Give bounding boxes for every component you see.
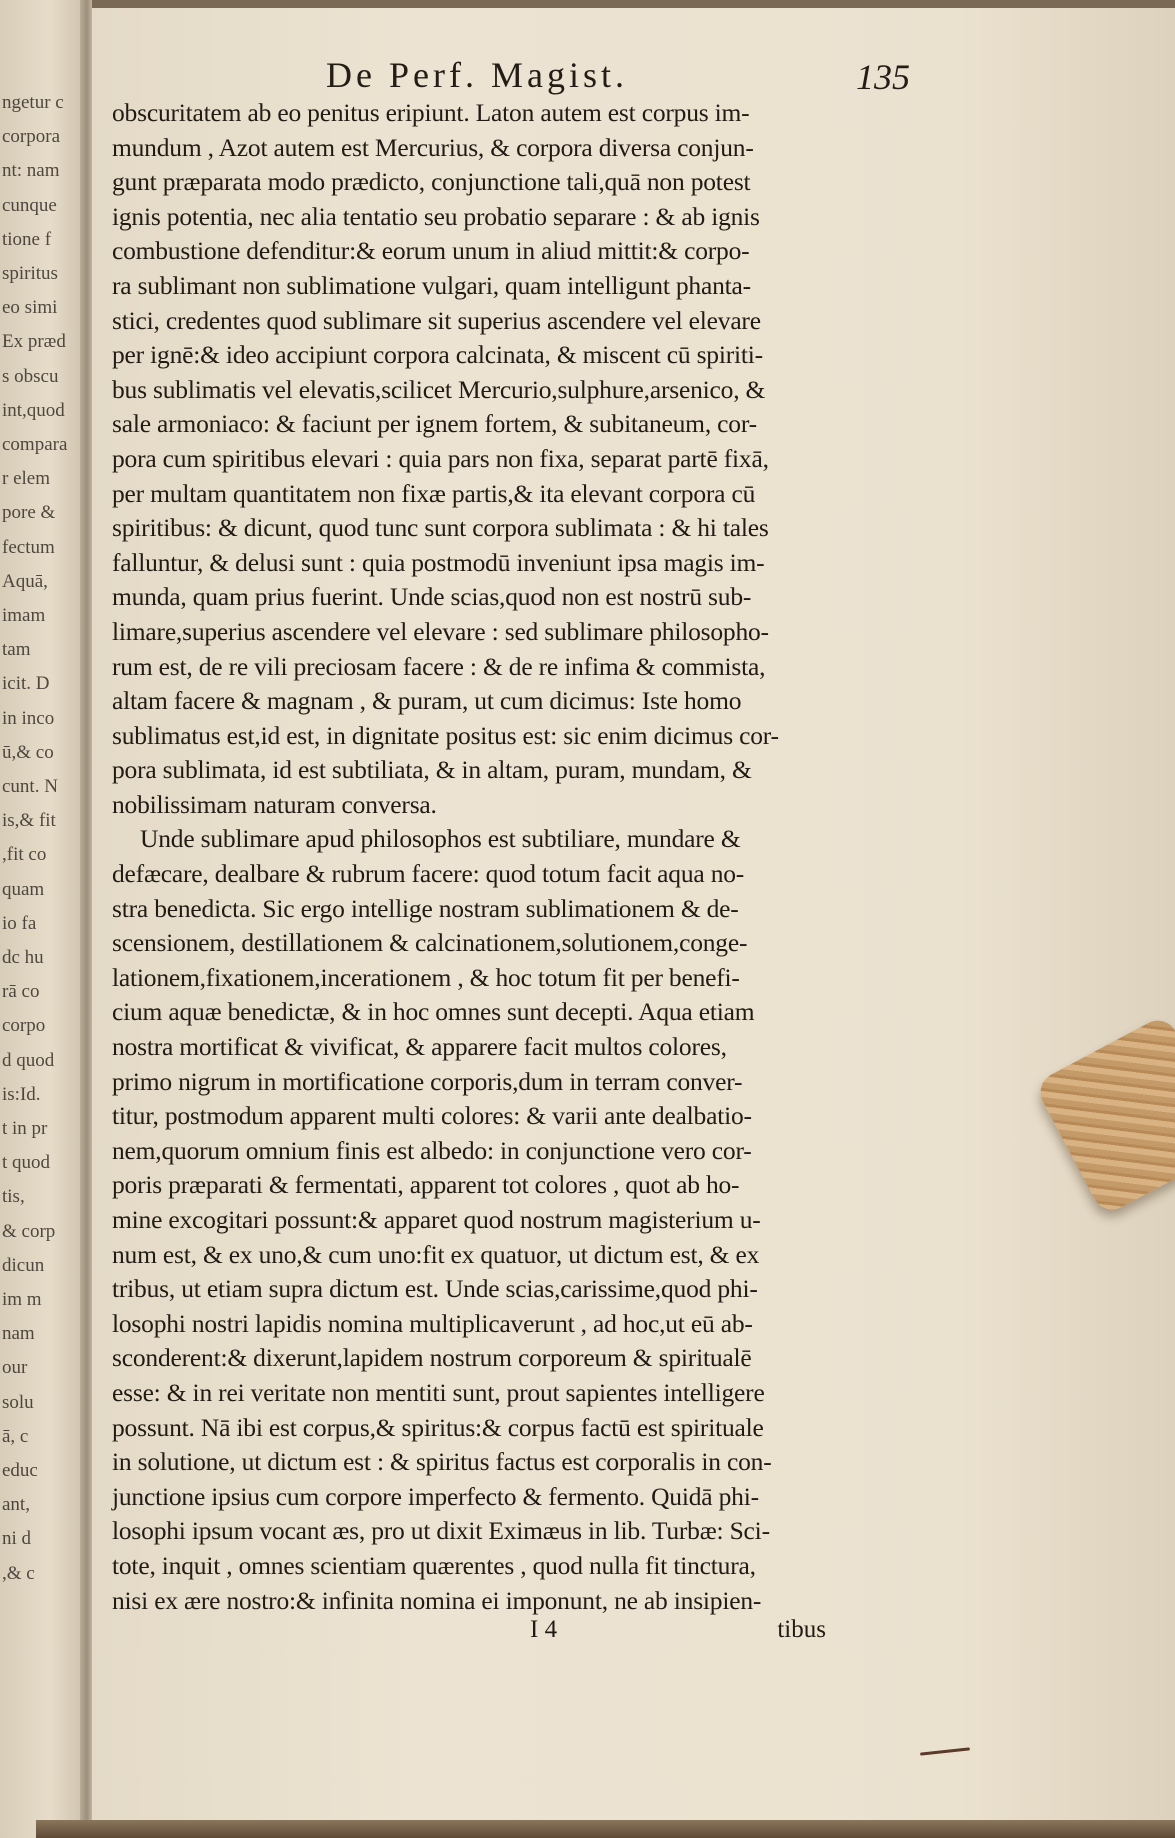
prev-page-fragment: Aquā, [2, 570, 48, 592]
prev-page-fragment: corpora [2, 126, 61, 148]
text-line: mundum , Azot autem est Mercurius, & corpora diversa conjun- [112, 132, 754, 162]
prev-page-fragment: solu [2, 1391, 34, 1413]
prev-page-fragment: ā, c [2, 1425, 29, 1447]
prev-page-fragment: icit. D [2, 673, 50, 695]
text-line: altam facere & magnam , & puram, ut cum dicimus: Iste homo [112, 686, 742, 716]
text-line: stici, credentes quod sublimare sit superius ascendere vel elevare [112, 305, 761, 335]
prev-page-fragment: fectum [2, 536, 55, 558]
prev-page-fragment: dc hu [2, 947, 44, 968]
page-top-edge [92, 0, 1175, 8]
text-line: esse: & in rei veritate non mentiti sunt, prout sapientes intelligere [112, 1377, 765, 1407]
prev-page-fragment: r elem [2, 468, 51, 490]
prev-page-fragment: in inco [2, 707, 55, 729]
text-line: nobilissimam naturam conversa. [112, 789, 437, 819]
text-line: pora sublimata, id est subtiliata, & in altam, puram, mundam, & [112, 755, 752, 785]
prev-page-fragment: Ex præd [2, 331, 66, 353]
page-footer [530, 1616, 826, 1644]
text-line: rum est, de re vili preciosam facere : & de re infima & commista, [112, 651, 766, 681]
prev-page-fragment: t in pr [2, 1118, 48, 1139]
text-line: gunt præparata modo prædicto, conjunctione tali,quā non potest [112, 167, 751, 197]
text-line: falluntur, & delusi sunt : quia postmodū inveniunt ipsa magis im- [112, 547, 765, 577]
prev-page-fragment: compara [2, 434, 68, 455]
text-line: losophi ipsum vocant æs, pro ut dixit Eximæus in lib. Turbæ: Sci- [112, 1516, 770, 1546]
text-line: in solutione, ut dictum est : & spiritus factus est corporalis in con- [112, 1447, 772, 1477]
text-line: num est, & ex uno,& cum uno:fit ex quatuor, ut dictum est, & ex [112, 1239, 760, 1269]
prev-page-fragment: d quod [2, 1049, 55, 1071]
text-line: sale armoniaco: & faciunt per ignem fortem, & subitaneum, cor- [112, 409, 757, 439]
signature-mark: I 4 [530, 1616, 558, 1643]
prev-page-fragment: ant, [2, 1494, 30, 1516]
prev-page-fragment: rā co [2, 981, 40, 1003]
text-line: possunt. Nā ibi est corpus,& spiritus:& corpus factū est spirituale [112, 1412, 764, 1442]
prev-page-fragment: & corp [2, 1220, 56, 1242]
prev-page-fragment: quam [2, 878, 45, 900]
prev-page-fragment: im m [2, 1289, 42, 1310]
text-line: ra sublimant non sublimatione vulgari, quam intelligunt phanta- [112, 270, 751, 300]
prev-page-fragment: ni d [2, 1528, 32, 1550]
prev-page-fragment: corpo [2, 1015, 46, 1037]
text-line: nem,quorum omnium finis est albedo: in conjunctione vero cor- [112, 1135, 752, 1165]
prev-page-fragment: educ [2, 1460, 38, 1481]
prev-page-fragment: int,quod [2, 399, 65, 421]
prev-page-fragment: our [2, 1357, 28, 1379]
prev-page-fragment: ngetur c [2, 92, 64, 113]
page-bottom-edge [36, 1820, 1175, 1838]
text-line: poris præparati & fermentati, apparent tot colores , quot ab ho- [112, 1170, 740, 1200]
prev-page-fragment: tione f [2, 228, 52, 250]
catchword: tibus [777, 1616, 826, 1643]
prev-page-fragment: ,& c [2, 1562, 35, 1584]
prev-page-fragment: spiritus [2, 263, 58, 284]
running-head: De Perf. Magist. [326, 55, 628, 95]
prev-page-fragment: eo simi [2, 297, 58, 319]
text-line: pora cum spiritibus elevari : quia pars non fixa, separat partē fixā, [112, 443, 769, 473]
text-line: tribus, ut etiam supra dictum est. Unde scias,carissime,quod phi- [112, 1274, 758, 1304]
prev-page-fragment: dicun [2, 1254, 45, 1276]
previous-page-edge [0, 0, 84, 1838]
prev-page-fragment: cunque [2, 194, 57, 216]
prev-page-fragment: imam [2, 605, 46, 626]
text-line: nostra mortificat & vivificat, & apparere facit multos colores, [112, 1032, 727, 1062]
prev-page-fragment: pore & [2, 502, 56, 524]
prev-page-fragment: tis, [2, 1186, 25, 1208]
prev-page-fragment: io fa [2, 912, 37, 934]
text-line: defæcare, dealbare & rubrum facere: quod totum facit aqua no- [112, 859, 745, 889]
text-line: junctione ipsius cum corpore imperfecto & fermento. Quidā phi- [112, 1481, 759, 1511]
prev-page-fragment: nam [2, 1323, 35, 1345]
prev-page-fragment: ,fit co [2, 844, 47, 866]
text-line: spiritibus: & dicunt, quod tunc sunt corpora sublimata : & hi tales [112, 513, 769, 543]
text-line: tote, inquit , omnes scientiam quærentes , quod nulla fit tinctura, [112, 1550, 756, 1580]
text-line: bus sublimatis vel elevatis,scilicet Mercurio,sulphure,arsenico, & [112, 374, 766, 404]
text-line: sconderent:& dixerunt,lapidem nostrum corporeum & spiritualē [112, 1343, 752, 1373]
text-line: stra benedicta. Sic ergo intellige nostram sublimationem & de- [112, 893, 739, 923]
text-line: lationem,fixationem,incerationem , & hoc totum fit per benefi- [112, 962, 740, 992]
text-line: Unde sublimare apud philosophos est subtiliare, mundare & [140, 824, 741, 854]
text-line: per ignē:& ideo accipiunt corpora calcinata, & miscent cū spiriti- [112, 340, 763, 370]
text-line: scensionem, destillationem & calcinationem,solutionem,conge- [112, 928, 748, 958]
text-line: obscuritatem ab eo penitus eripiunt. Laton autem est corpus im- [112, 98, 750, 127]
text-line: sublimatus est,id est, in dignitate positus est: sic enim dicimus cor- [112, 720, 779, 750]
text-line: ignis potentia, nec alia tentatio seu probatio separare : & ab ignis [112, 201, 760, 231]
text-line: mine excogitari possunt:& apparet quod nostrum magisterium u- [112, 1205, 761, 1234]
prev-page-fragment: s obscu [2, 365, 59, 387]
text-line: limare,superius ascendere vel elevare : sed sublimare philosopho- [112, 616, 769, 646]
prev-page-fragment: t quod [2, 1152, 51, 1174]
text-line: cium aquæ benedictæ, & in hoc omnes sunt decepti. Aqua etiam [112, 997, 755, 1027]
text-line: titur, postmodum apparent multi colores: & varii ante dealbatio- [112, 1101, 752, 1131]
text-line: per multam quantitatem non fixæ partis,& ita elevant corpora cū [112, 478, 756, 508]
prev-page-fragment: ū,& co [2, 741, 54, 763]
text-line: munda, quam prius fuerint. Unde scias,quod non est nostrū sub- [112, 582, 752, 612]
text-line: nisi ex ære nostro:& infinita nomina ei imponunt, ne ab insipien- [112, 1585, 762, 1615]
text-line: combustione defenditur:& eorum unum in aliud mittit:& corpo- [112, 236, 750, 266]
prev-page-fragment: is,& fit [2, 810, 56, 832]
prev-page-fragment: is:Id. [2, 1083, 41, 1105]
text-line: primo nigrum in mortificatione corporis,dum in terram conver- [112, 1066, 743, 1096]
prev-page-fragment: cunt. N [2, 776, 58, 797]
body-text [112, 96, 884, 1618]
page-number: 135 [856, 57, 910, 97]
text-line: losophi nostri lapidis nomina multiplicaverunt , ad hoc,ut eū ab- [112, 1308, 753, 1338]
prev-page-fragment: tam [2, 639, 31, 661]
prev-page-fragment: nt: nam [2, 160, 60, 182]
